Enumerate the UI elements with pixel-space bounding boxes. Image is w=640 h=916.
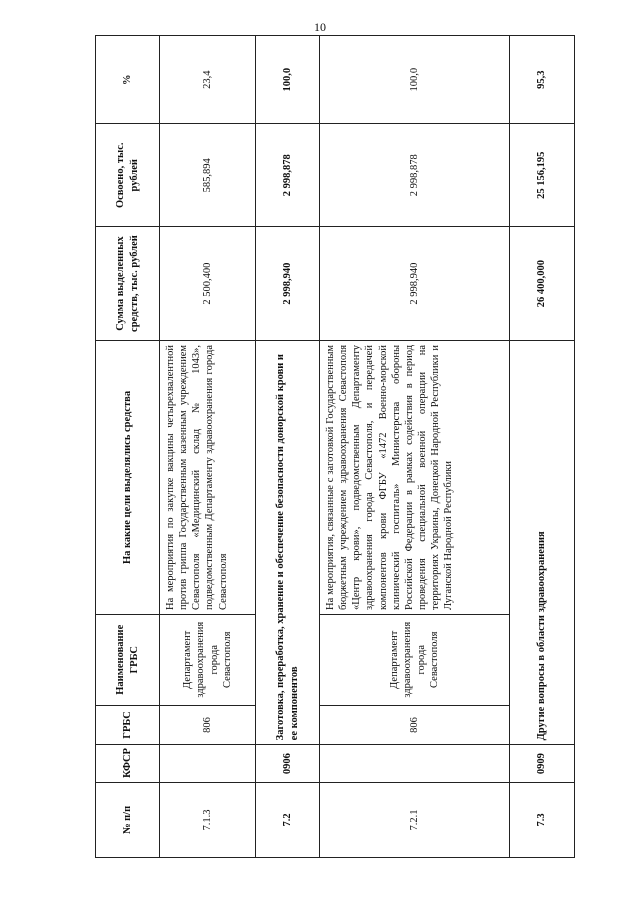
row-num: 7.2.1 [320, 782, 510, 857]
section-title: Заготовка, переработка, хранение и обеспечение безопасности донорской крови и ее компонентов [256, 340, 320, 744]
row-grbs: 806 [320, 705, 510, 745]
row-num: 7.1.3 [160, 782, 256, 857]
row-allocated: 2 998,940 [320, 227, 510, 341]
row-grbs: 806 [160, 705, 256, 745]
header-kfsr: КФСР [96, 745, 160, 783]
header-num: № п/п [96, 782, 160, 857]
section-row [510, 36, 575, 858]
header-grbs: ГРБС [96, 705, 160, 745]
row-grbs-name: Департамент здравоохранения города Севастополя [160, 614, 256, 705]
header-purpose: На какие цели выделялись средства [96, 340, 160, 614]
header-spent: Освоено, тыс. рублей [96, 124, 160, 227]
row-kfsr: 0909 [510, 745, 575, 783]
row-allocated: 2 500,400 [160, 227, 256, 341]
rotated-table-wrapper [95, 35, 574, 858]
row-kfsr [320, 745, 510, 783]
row-kfsr [160, 745, 256, 783]
header-grbs-name: Наименование ГРБС [96, 614, 160, 705]
row-percent: 100,0 [256, 36, 320, 124]
header-percent: % [96, 36, 160, 124]
row-percent: 23,4 [160, 36, 256, 124]
table-row [320, 36, 510, 858]
row-percent: 100,0 [320, 36, 510, 124]
row-purpose: На мероприятия, связанные с заготовкой Государственным бюджетным учреждением здравоохранения Севастополя «Центр крови», подведомственным Департаменту здравоохранения города Севастополя, и передачей компонентов крови ФГБУ «1472 Военно-морской клинический госпиталь» Министерства обороны Российской Федерации в рамках содействия в период проведения специальной военной операции на территориях Украины, Донецкой Народной Республики и Луганской Народной Республики [320, 340, 510, 614]
row-spent: 25 156,195 [510, 124, 575, 227]
table-header-row [96, 36, 160, 858]
section-title: Другие вопросы в области здравоохранения [510, 340, 575, 744]
row-grbs-name: Департамент здравоохранения города Севастополя [320, 614, 510, 705]
row-num: 7.3 [510, 782, 575, 857]
row-purpose: На мероприятия по закупке вакцины четырехвалентной против гриппа Государственным казенным учреждением Севастополя «Медицинский склад № 1043», подведомственным Департаменту здравоохранения города Севастополя [160, 340, 256, 614]
row-spent: 585,894 [160, 124, 256, 227]
table-row [160, 36, 256, 858]
row-num: 7.2 [256, 782, 320, 857]
section-row [256, 36, 320, 858]
row-percent: 95,3 [510, 36, 575, 124]
row-spent: 2 998,878 [320, 124, 510, 227]
budget-table [95, 35, 575, 858]
row-spent: 2 998,878 [256, 124, 320, 227]
row-allocated: 2 998,940 [256, 227, 320, 341]
header-allocated: Сумма выделенных средств, тыс. рублей [96, 227, 160, 341]
page-number: 10 [314, 20, 326, 34]
row-kfsr: 0906 [256, 745, 320, 783]
row-allocated: 26 400,000 [510, 227, 575, 341]
